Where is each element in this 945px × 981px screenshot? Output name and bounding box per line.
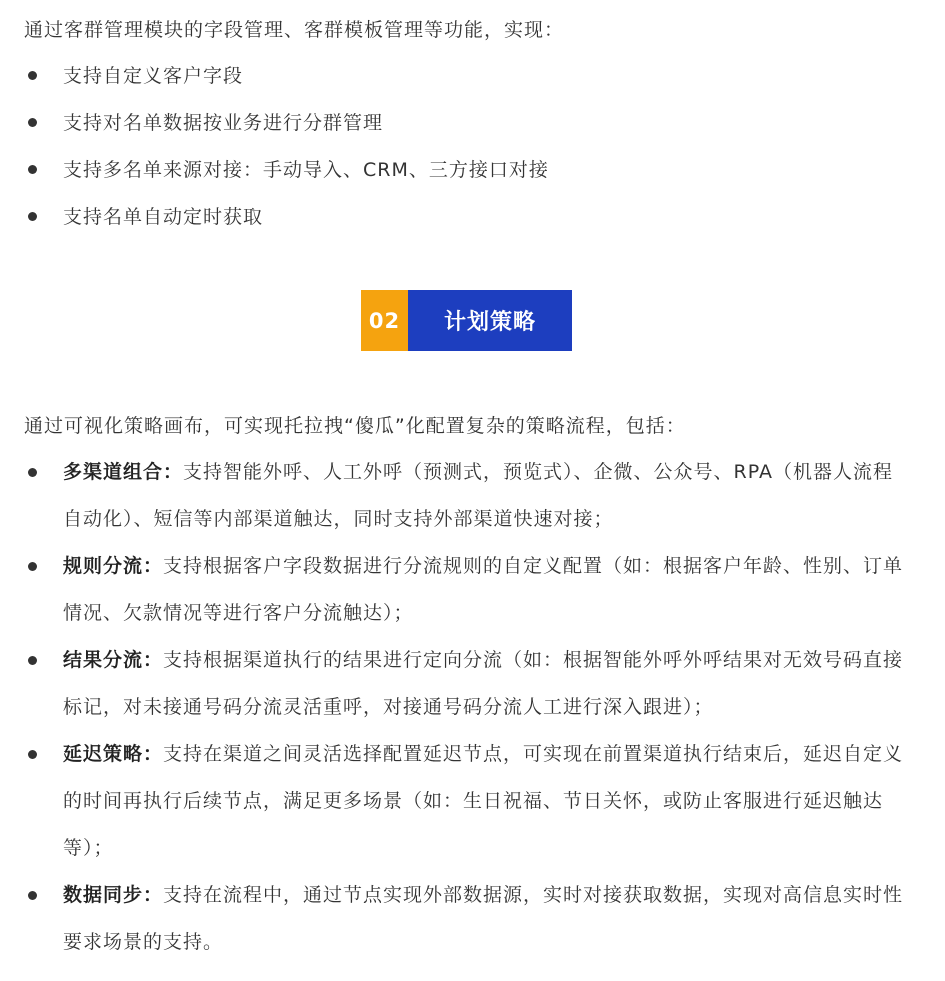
section2-intro: 通过可视化策略画布，可实现托拉拽“傻瓜”化配置复杂的策略流程，包括： xyxy=(24,415,686,437)
item-text: 支持在渠道之间灵活选择配置延迟节点，可实现在前置渠道执行结束后，延迟自定义的时间再执行后续节点，满足更多场景（如：生日祝福、节日关怀，或防止客服进行延迟触达等）； xyxy=(63,743,904,859)
list-item xyxy=(0,543,945,637)
item-label: 结果分流： xyxy=(63,649,164,671)
list-item-text: 支持名单自动定时获取 xyxy=(63,206,264,228)
list-item xyxy=(0,449,945,543)
bullet-dot-icon xyxy=(28,562,37,571)
list-item xyxy=(0,637,945,731)
item-text: 支持根据渠道执行的结果进行定向分流（如：根据智能外呼外呼结果对无效号码直接标记，对未接通号码分流灵活重呼，对接通号码分流人工进行深入跟进）； xyxy=(63,649,904,718)
list-item xyxy=(0,872,945,966)
item-text: 支持在流程中，通过节点实现外部数据源，实时对接获取数据，实现对高信息实时性要求场景的支持。 xyxy=(63,884,904,953)
bullet-dot-icon xyxy=(28,212,37,221)
bullet-dot-icon xyxy=(28,71,37,80)
feature-list-2 xyxy=(0,449,945,966)
list-item xyxy=(0,62,945,109)
feature-list-1 xyxy=(0,62,945,250)
list-item-text: 支持对名单数据按业务进行分群管理 xyxy=(63,112,384,134)
section-title: 计划策略 xyxy=(408,290,572,351)
list-item-text: 支持自定义客户字段 xyxy=(63,65,244,87)
list-item-text: 支持多名单来源对接：手动导入、CRM、三方接口对接 xyxy=(63,159,549,181)
list-item xyxy=(0,731,945,872)
item-text: 支持智能外呼、人工外呼（预测式，预览式）、企微、公众号、RPA（机器人流程自动化）、短信等内部渠道触达，同时支持外部渠道快速对接； xyxy=(63,461,893,530)
bullet-dot-icon xyxy=(28,891,37,900)
bullet-dot-icon xyxy=(28,165,37,174)
section1-intro: 通过客群管理模块的字段管理、客群模板管理等功能，实现： xyxy=(24,19,565,41)
item-label: 多渠道组合： xyxy=(63,461,184,483)
bullet-dot-icon xyxy=(28,118,37,127)
bullet-dot-icon xyxy=(28,656,37,665)
section-badge xyxy=(361,290,572,351)
list-item xyxy=(0,203,945,250)
item-label: 数据同步： xyxy=(63,884,164,906)
section-number: 02 xyxy=(361,290,408,351)
bullet-dot-icon xyxy=(28,468,37,477)
item-label: 延迟策略： xyxy=(63,743,164,765)
item-label: 规则分流： xyxy=(63,555,164,577)
bullet-dot-icon xyxy=(28,750,37,759)
item-text: 支持根据客户字段数据进行分流规则的自定义配置（如：根据客户年龄、性别、订单情况、欠款情况等进行客户分流触达）； xyxy=(63,555,904,624)
list-item xyxy=(0,156,945,203)
list-item xyxy=(0,109,945,156)
